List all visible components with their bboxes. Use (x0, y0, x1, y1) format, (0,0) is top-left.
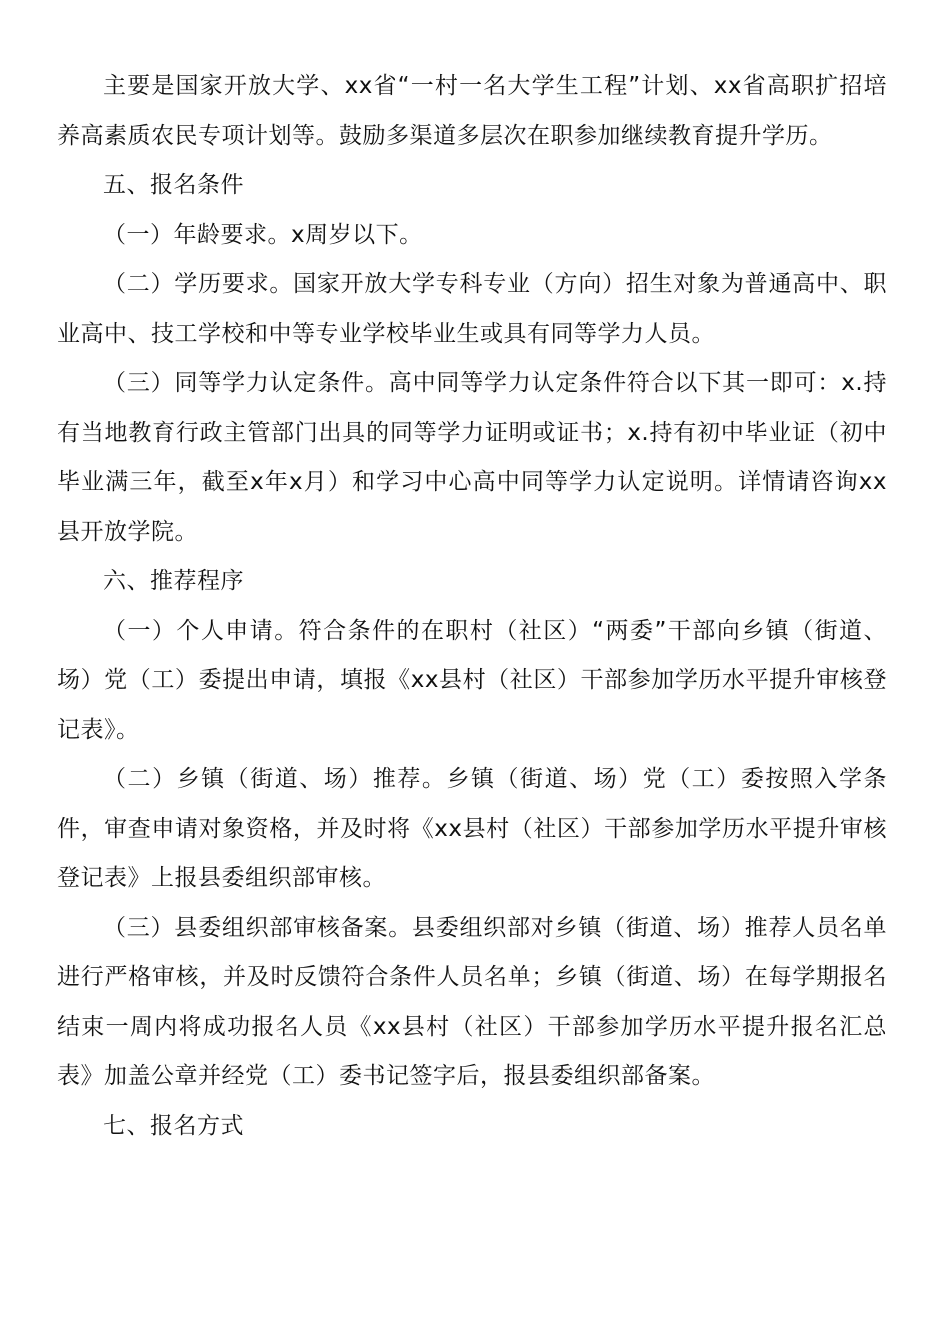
section-heading-6: 六、推荐程序 (103, 568, 244, 594)
paragraph-education-requirement: （二）学历要求。国家开放大学专科专业（方向）招生对象为普通高中、职业高中、技工学校和中等专业学校毕业生或具有同等学力人员。 (57, 271, 887, 347)
paragraph-township-recommendation: （二）乡镇（街道、场）推荐。乡镇（街道、场）党（工）委按照入学条件，审查申请对象资格，并及时将《xx县村（社区）干部参加学历水平提升审核登记表》上报县委组织部审核。 (57, 766, 887, 891)
paragraph-personal-application: （一）个人申请。符合条件的在职村（社区）“两委”干部向乡镇（街道、场）党（工）委提出申请，填报《xx县村（社区）干部参加学历水平提升审核登记表》。 (57, 617, 887, 743)
paragraph-equivalent-qualification: （三）同等学力认定条件。高中同等学力认定条件符合以下其一即可：x.持有当地教育行政主管部门出具的同等学力证明或证书；x.持有初中毕业证（初中毕业满三年，截至x年x月）和学习中心高中同等学力认定说明。详情请咨询xx县开放学院。 (57, 370, 887, 545)
document-page (57, 62, 887, 1151)
paragraph-intro: 主要是国家开放大学、xx省“一村一名大学生工程”计划、xx省高职扩招培养高素质农民专项计划等。鼓励多渠道多层次在职参加继续教育提升学历。 (57, 73, 887, 149)
section-heading-5: 五、报名条件 (103, 172, 244, 198)
section-heading-7: 七、报名方式 (103, 1112, 244, 1139)
paragraph-age-requirement: （一）年龄要求。x周岁以下。 (103, 221, 423, 248)
paragraph-county-review: （三）县委组织部审核备案。县委组织部对乡镇（街道、场）推荐人员名单进行严格审核，并及时反馈符合条件人员名单；乡镇（街道、场）在每学期报名结束一周内将成功报名人员《xx县村（社区）干部参加学历水平提升报名汇总表》加盖公章并经党（工）委书记签字后，报县委组织部备案。 (57, 914, 887, 1089)
